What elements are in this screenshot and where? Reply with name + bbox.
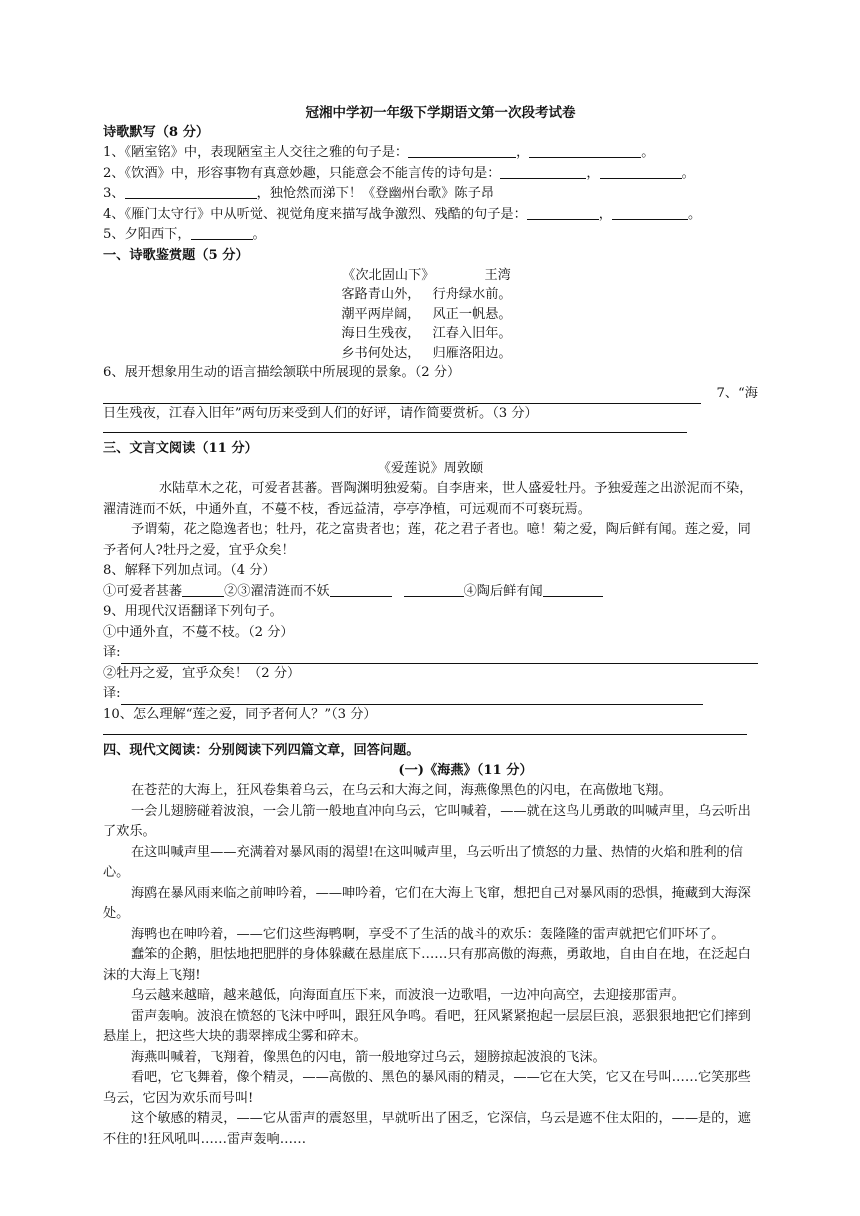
q8-item: ①可爱者甚蕃 — [103, 583, 183, 599]
poem-half-line: 海日生残夜， — [341, 326, 421, 341]
reading-paragraph: 看吧，它飞舞着，像个精灵，——高傲的、黑色的暴风雨的精灵，——它在大笑，它又在号叫……它笑那些乌云，它因为欢乐而号叫! — [103, 1070, 751, 1106]
question-7: 日生残夜，江春入旧年”两句历来受到人们的好评，请作简要赏析。（3 分） — [103, 406, 538, 421]
poem-half-line: 客路青山外， — [341, 287, 421, 302]
q8-item: ④陶后鲜有闻 — [463, 583, 543, 599]
q2-text: 2、《饮酒》中，形容事物有真意妙趣，只能意会不能言传的诗句是： — [103, 165, 501, 181]
essay-title: 《爱莲说》周敦颐 — [377, 460, 484, 476]
reading-title: (一)《海燕》（11 分） — [398, 763, 533, 778]
section-recite-heading: 诗歌默写（8 分） — [103, 125, 210, 140]
q5-end: 。 — [252, 227, 266, 242]
q3-prefix: 3、 — [103, 186, 125, 201]
reading-paragraph: 海鸥在暴风雨来临之前呻吟着，——呻吟着，它们在大海上飞窜，想把自己对暴风雨的恐惧，掩藏到大海深处。 — [103, 885, 751, 921]
section-poem-heading: 一、诗歌鉴赏题（5 分） — [103, 247, 249, 263]
question-4 — [103, 205, 758, 226]
poem-block — [95, 266, 758, 364]
poem-title-line — [95, 266, 758, 286]
question-5 — [103, 225, 758, 246]
poem-half-line: 江春入旧年。 — [432, 326, 512, 341]
answer-blank[interactable] — [404, 582, 464, 597]
essay-paragraph: 水陆草木之花，可爱者甚蕃。晋陶渊明独爱菊。自李唐来，世人盛爱牡丹。予独爱莲之出淤泥而不染，濯清涟而不妖，中通外直，不蔓不枝，香远益清，亭亭净植，可远观而不可亵玩焉。 — [103, 481, 753, 517]
reading-paragraph: 雷声轰响。波浪在愤怒的飞沫中呼叫，跟狂风争鸣。看吧，狂风紧紧抱起一层层巨浪，恶狠狠地把它们摔到悬崖上，把这些大块的翡翠摔成尘雾和碎末。 — [103, 1008, 751, 1044]
answer-blank[interactable] — [330, 582, 392, 597]
q1-text: 1、《陋室铭》中，表现陋室主人交往之雅的句子是： — [103, 145, 409, 160]
question-9-2: ②牡丹之爱，宜乎众矣！（2 分） — [103, 665, 301, 681]
question-2 — [103, 164, 758, 185]
reading-paragraph: 海燕叫喊着，飞翔着，像黑色的闪电，箭一般地穿过乌云，翅膀掠起波浪的飞沫。 — [131, 1049, 606, 1065]
question-8: 8、解释下列加点词。（4 分） — [103, 563, 276, 578]
reading-paragraph: 乌云越来越暗，越来越低，向海面直压下来，而波浪一边歌唱，一边冲向高空，去迎接那雷声。 — [131, 988, 685, 1003]
reading-paragraph: 在这叫喊声里——充满着对暴风雨的渴望!在这叫喊声里，乌云听出了愤怒的力量、热情的火焰和胜利的信心。 — [103, 844, 743, 880]
question-7-start — [103, 384, 758, 405]
answer-line[interactable] — [121, 690, 703, 705]
poem-author: 王湾 — [484, 267, 511, 283]
poem-half-line: 乡书何处达， — [341, 345, 421, 361]
answer-blank[interactable] — [408, 143, 516, 158]
q2-sep: ， — [586, 165, 600, 181]
poem-line — [95, 344, 758, 364]
answer-blank[interactable] — [529, 143, 641, 158]
reading-paragraph: 蠢笨的企鹅，胆怯地把肥胖的身体躲藏在悬崖底下……只有那高傲的海燕，勇敢地，自由自在地，在泛起白沫的大海上飞翔! — [103, 947, 751, 983]
reading-paragraph: 在苍茫的大海上，狂风卷集着乌云，在乌云和大海之间，海燕像黑色的闪电，在高傲地飞翔。 — [131, 783, 672, 798]
answer-blank[interactable] — [182, 582, 224, 597]
exam-page — [103, 104, 758, 1150]
poem-line — [95, 285, 758, 305]
reading-paragraph: 海鸭也在呻吟着，——它们这些海鸭啊，享受不了生活的战斗的欢乐：轰隆隆的雷声就把它们吓坏了。 — [131, 926, 725, 942]
poem-half-line: 归雁洛阳边。 — [432, 345, 512, 361]
question-3 — [103, 184, 758, 205]
question-6: 6、展开想象用生动的语言描绘颔联中所展现的景象。（2 分） — [103, 365, 461, 380]
answer-line[interactable] — [103, 431, 687, 433]
poem-title: 《次北固山下》 — [342, 267, 435, 283]
answer-blank[interactable] — [527, 205, 599, 220]
q4-text: 4、《雁门太守行》中从听觉、视觉角度来描写战争激烈、残酷的句子是： — [103, 206, 527, 222]
answer-blank[interactable] — [612, 205, 688, 220]
q4-sep: ， — [598, 206, 612, 222]
answer-blank[interactable] — [543, 582, 603, 597]
poem-half-line: 潮平两岸阔， — [341, 306, 421, 322]
q2-end: 。 — [681, 165, 695, 181]
answer-blank[interactable] — [125, 184, 257, 199]
section-classical-heading: 三、文言文阅读（11 分） — [103, 440, 258, 456]
answer-line[interactable] — [103, 733, 747, 735]
poem-line — [95, 324, 758, 344]
q5-text: 5、夕阳西下， — [103, 227, 191, 242]
exam-title: 冠湘中学初一年级下学期语文第一次段考试卷 — [305, 105, 576, 121]
q8-item: ②③濯清涟而不妖 — [224, 583, 330, 599]
q3-text: ，独怆然而涕下！《登幽州台歌》陈子昂 — [256, 186, 494, 201]
q1-sep: ， — [516, 145, 530, 160]
poem-half-line: 行舟绿水前。 — [432, 287, 512, 302]
q1-end: 。 — [641, 145, 655, 160]
poem-line — [95, 305, 758, 325]
answer-line[interactable] — [103, 389, 701, 404]
reading-paragraph: 一会儿翅膀碰着波浪，一会儿箭一般地直冲向乌云，它叫喊着，——就在这鸟儿勇敢的叫喊声里，乌云听出了欢乐。 — [103, 803, 751, 839]
question-10: 10、怎么理解“莲之爱，同予者何人？”（3 分） — [103, 706, 377, 722]
section-modern-heading: 四、现代文阅读：分别阅读下列四篇文章，回答问题。 — [103, 743, 420, 758]
answer-line[interactable] — [121, 649, 758, 664]
translation-line — [103, 643, 758, 664]
answer-blank[interactable] — [600, 164, 682, 179]
translate-label: 译: — [103, 645, 121, 660]
question-9: 9、用现代汉语翻译下列句子。 — [103, 604, 283, 619]
question-1 — [103, 143, 758, 164]
question-8-items — [103, 582, 758, 603]
q7-label: 7、“海 — [716, 385, 758, 401]
translate-label: 译: — [103, 686, 121, 701]
poem-half-line: 风正一帆悬。 — [432, 306, 512, 322]
question-9-1: ①中通外直，不蔓不枝。（2 分） — [103, 624, 294, 640]
answer-blank[interactable] — [191, 225, 253, 240]
translation-line — [103, 684, 703, 705]
q4-end: 。 — [687, 206, 702, 222]
reading-paragraph: 这个敏感的精灵，——它从雷声的震怒里，早就听出了困乏，它深信，乌云是遮不住太阳的，——是的，遮不住的!狂风吼叫……雷声轰响…… — [103, 1111, 751, 1147]
essay-paragraph: 予谓菊，花之隐逸者也；牡丹，花之富贵者也；莲，花之君子者也。噫！菊之爱，陶后鲜有闻。莲之爱，同予者何人?牡丹之爱，宜乎众矣！ — [103, 522, 751, 558]
answer-blank[interactable] — [500, 164, 586, 179]
